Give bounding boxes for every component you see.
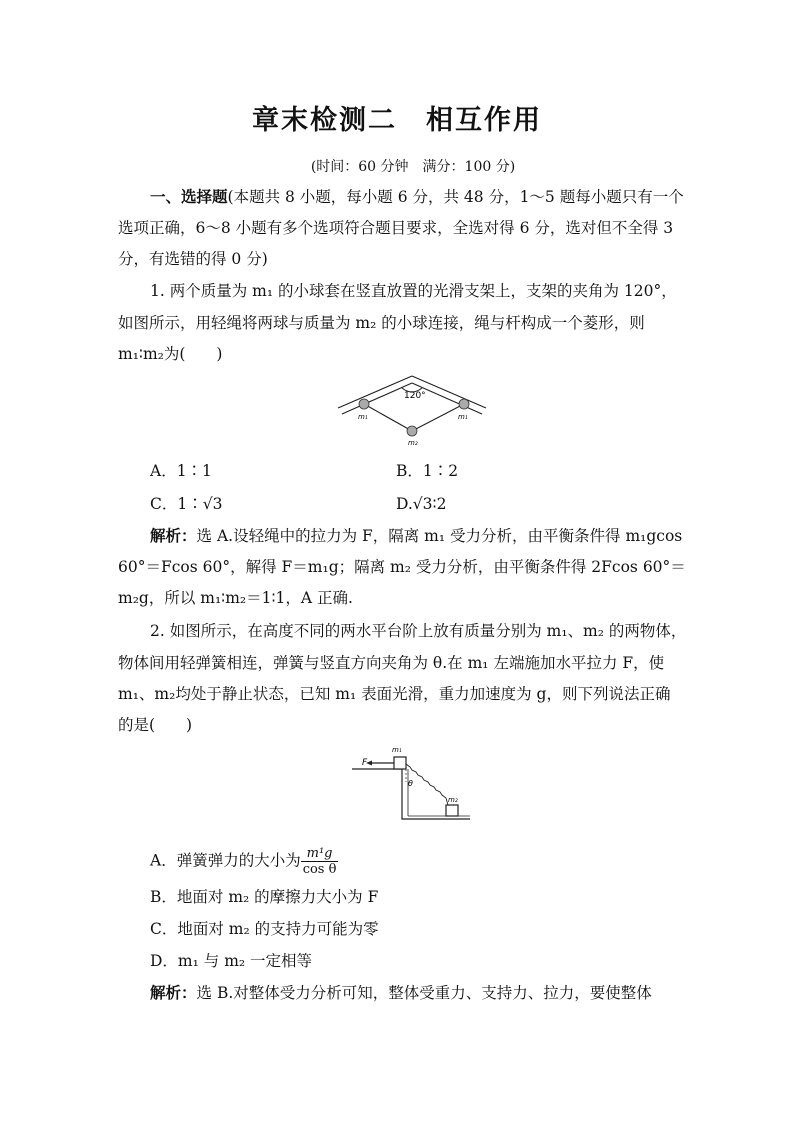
bottom-ball-label: m₂ xyxy=(408,439,418,447)
q1-stem-line-2: 如图所示，用轻绳将两球与质量为 m₂ 的小球连接，绳与杆构成一个菱形，则 xyxy=(118,314,645,332)
q1-stem-line-1: 1. 两个质量为 m₁ 的小球套在竖直放置的光滑支架上，支架的夹角为 120°， xyxy=(150,282,677,300)
force-label: F xyxy=(362,758,368,768)
q1-analysis-text-1: 选 A.设轻绳中的拉力为 F，隔离 m₁ 受力分析，由平衡条件得 m₁gcos xyxy=(196,527,683,545)
q2-stem-line-2: 物体间用轻弹簧相连，弹簧与竖直方向夹角为 θ.在 m₁ 左端施加水平拉力 F，使 xyxy=(118,654,665,672)
section-text-line-2: 选项正确，6～8 小题有多个选项符合题目要求，全选对得 6 分，选对但不全得 3 xyxy=(118,219,674,237)
section-text-line-1: (本题共 8 小题，每小题 6 分，共 48 分，1～5 题每小题只有一个 xyxy=(227,188,684,206)
q2-stem-line-4: 的是( ) xyxy=(118,716,193,734)
q2-option-a-text: A．弹簧弹力的大小为 xyxy=(150,851,301,870)
block2-label: m₂ xyxy=(448,796,458,804)
block1-label: m₁ xyxy=(392,746,402,754)
fraction-denominator: cos θ xyxy=(302,862,337,877)
q2-analysis-line xyxy=(150,983,710,1003)
q1-option-a: A．1∶1 xyxy=(150,462,212,480)
q1-option-c: C．1∶√3 xyxy=(150,495,223,513)
q1-analysis-line-3: m₂g，所以 m₁∶m₂＝1∶1，A 正确. xyxy=(118,589,353,607)
bottom-ball xyxy=(407,426,417,436)
section-label: 一、选择题 xyxy=(150,188,228,206)
section-instructions xyxy=(150,187,710,207)
q2-option-a-fraction xyxy=(301,846,339,877)
q1-rhombus-figure xyxy=(336,372,488,448)
angle-theta-label: θ xyxy=(408,779,413,788)
page-title: 章末检测二 相互作用 xyxy=(252,105,542,136)
exam-info: (时间：60 分钟 满分：100 分) xyxy=(310,159,516,175)
q1-stem-line-3: m₁∶m₂为( ) xyxy=(118,345,223,363)
right-ball xyxy=(459,399,469,409)
q1-option-b: B．1∶2 xyxy=(396,462,459,480)
angle-label: 120° xyxy=(404,391,426,401)
q2-analysis-text: 选 B.对整体受力分析可知，整体受重力、支持力、拉力，要使整体 xyxy=(196,984,652,1002)
q2-option-a xyxy=(150,846,338,877)
section-text-line-3: 分，有选错的得 0 分) xyxy=(118,250,268,268)
left-ball xyxy=(359,399,369,409)
q2-spring-figure xyxy=(348,742,474,824)
q2-stem-line-3: m₁、m₂均处于静止状态，已知 m₁ 表面光滑，重力加速度为 g，则下列说法正确 xyxy=(118,685,671,703)
right-ball-label: m₁ xyxy=(458,413,468,421)
q1-analysis-line-1 xyxy=(150,526,710,546)
q2-stem-line-1: 2. 如图所示，在高度不同的两水平台阶上放有质量分别为 m₁、m₂ 的两物体， xyxy=(150,622,687,640)
q1-analysis-label: 解析： xyxy=(150,527,197,545)
q2-option-c: C．地面对 m₂ 的支持力可能为零 xyxy=(150,920,379,938)
q1-analysis-line-2: 60°＝Fcos 60°，解得 F＝m₁g；隔离 m₂ 受力分析，由平衡条件得 2Fcos 60°＝ xyxy=(118,558,686,576)
left-ball-label: m₁ xyxy=(358,413,368,421)
q2-option-d: D．m₁ 与 m₂ 一定相等 xyxy=(150,952,313,970)
q2-analysis-label: 解析： xyxy=(150,984,197,1002)
q1-option-d: D.√3∶2 xyxy=(396,495,447,513)
q2-option-b: B．地面对 m₂ 的摩擦力大小为 F xyxy=(150,888,379,906)
fraction-numerator: m¹g xyxy=(301,846,339,862)
